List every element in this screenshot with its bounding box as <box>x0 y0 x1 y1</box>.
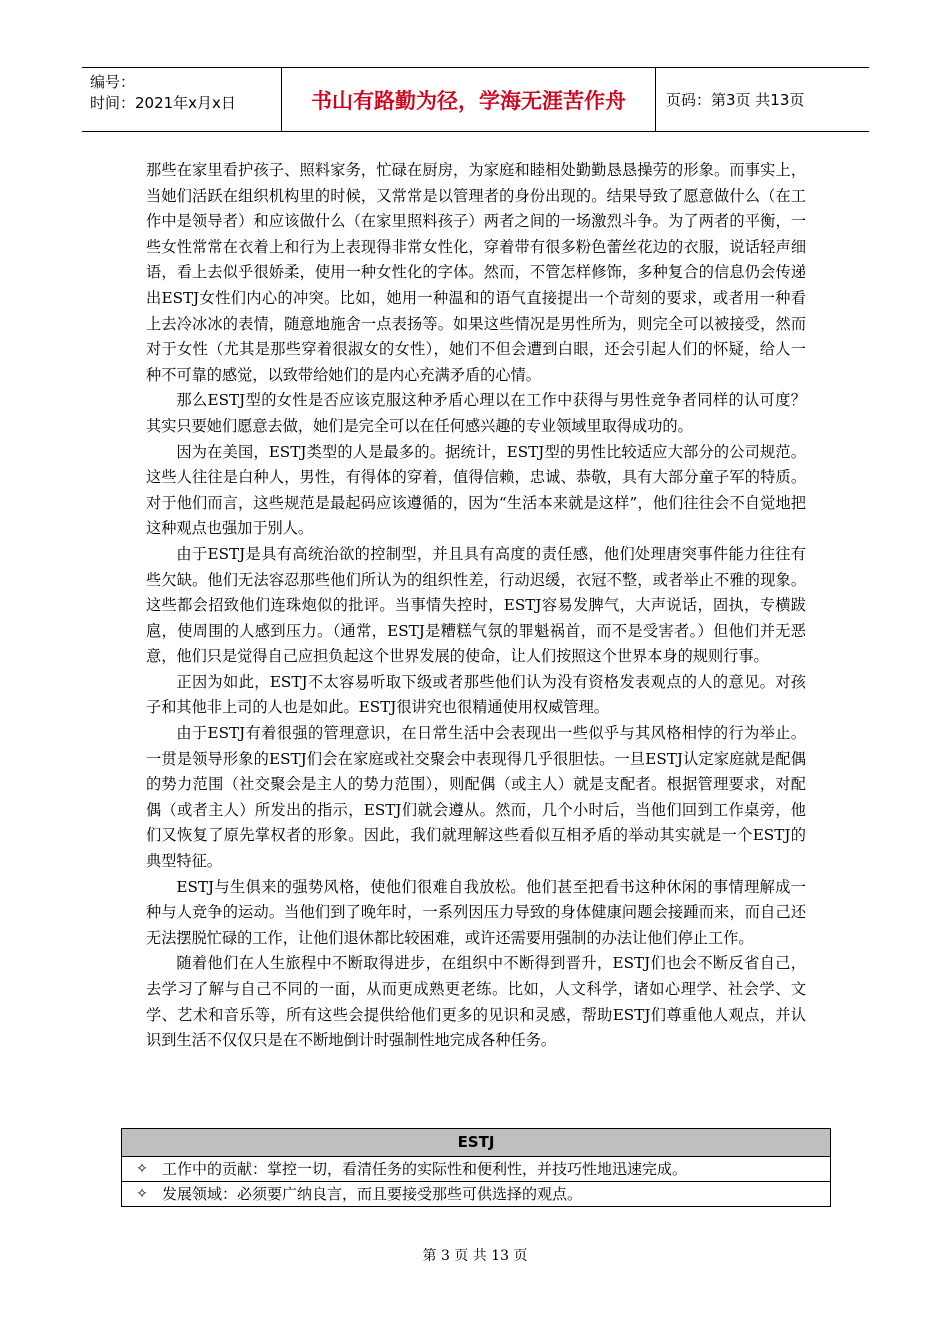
paragraph: 由于ESTJ是具有高统治欲的控制型，并且具有高度的责任感，他们处理唐突事件能力往往有些欠缺。他们无法容忍那些他们所认为的组织性差，行动迟缓，衣冠不整，或者举止不雅的现象。这些都会招致他们连珠炮似的批评。当事情失控时，ESTJ容易发脾气，大声说话，固执，专横跋扈，使周围的人感到压力。（通常，ESTJ是糟糕气氛的罪魁祸首，而不是受害者。）但他们并无恶意，他们只是觉得自己应担负起这个世界发展的使命，让人们按照这个世界本身的规则行事。 <box>146 544 806 666</box>
paragraph: 因为在美国，ESTJ类型的人是最多的。据统计，ESTJ型的男性比较适应大部分的公司规范。这些人往往是白种人，男性，有得体的穿着，值得信赖，忠诚、恭敬，具有大部分童子军的特质。对于他们而言，这些规范是最起码应该遵循的，因为“生活本来就是这样”，他们往往会不自觉地把这种观点也强加于别人。 <box>146 442 806 538</box>
summary-row-text: 工作中的贡献：掌控一切，看清任务的实际性和便利性，并技巧性地迅速完成。 <box>162 1160 688 1178</box>
page-header <box>82 67 869 132</box>
diamond-bullet-icon: ✧ <box>136 1161 148 1177</box>
paragraph: ESTJ与生俱来的强势风格，使他们很难自我放松。他们甚至把看书这种休闲的事情理解成一种与人竞争的运动。当他们到了晚年时，一系列因压力导致的身体健康问题会接踵而来，而自己还无法摆脱忙碌的工作，让他们退休都比较困难，或许还需要用强制的办法让他们停止工作。 <box>146 877 806 947</box>
document-number-label: 编号： <box>90 73 136 91</box>
summary-row <box>122 1157 830 1182</box>
summary-table-title: ESTJ <box>122 1129 830 1157</box>
body-text <box>146 158 806 1054</box>
document-date-label: 时间：2021年x月x日 <box>90 94 236 112</box>
paragraph: 正因为如此，ESTJ不太容易听取下级或者那些他们认为没有资格发表观点的人的意见。对孩子和其他非上司的人也是如此。ESTJ很讲究也很精通使用权威管理。 <box>146 672 806 717</box>
page-footer: 第 3 页 共 13 页 <box>422 1248 528 1264</box>
summary-row-text: 发展领域：必须要广纳良言，而且要接受那些可供选择的观点。 <box>162 1185 583 1203</box>
paragraph: 那么ESTJ型的女性是否应该克服这种矛盾心理以在工作中获得与男性竞争者同样的认可度？其实只要她们愿意去做，她们是完全可以在任何感兴趣的专业领域里取得成功的。 <box>146 391 806 435</box>
paragraph: 随着他们在人生旅程中不断取得进步，在组织中不断得到晋升，ESTJ们也会不断反省自己，去学习了解与自己不同的一面，从而更成熟更老练。比如，人文科学，诸如心理学、社会学、文学、艺术和音乐等，所有这些会提供给他们更多的见识和灵感，帮助ESTJ们尊重他人观点，并认识到生活不仅仅只是在不断地倒计时强制性地完成各种任务。 <box>146 954 806 1050</box>
header-page-number: 页码：第3页 共13页 <box>666 91 805 109</box>
paragraph: 那些在家里看护孩子、照料家务，忙碌在厨房，为家庭和睦相处勤勤恳恳操劳的形象。而事实上，当她们活跃在组织机构里的时候，又常常是以管理者的身份出现的。结果导致了愿意做什么（在工作中是领导者）和应该做什么（在家里照料孩子）两者之间的一场激烈斗争。为了两者的平衡，一些女性常常在衣着上和行为上表现得非常女性化，穿着带有很多粉色蕾丝花边的衣服，说话轻声细语，看上去似乎很娇柔，使用一种女性化的字体。然而，不管怎样修饰，多种复合的信息仍会传递出ESTJ女性们内心的冲突。比如，她用一种温和的语气直接提出一个苛刻的要求，或者用一种看上去冷冰冰的表情，随意地施舍一点表扬等。如果这些情况是男性所为，则完全可以被接受，然而对于女性（尤其是那些穿着很淑女的女性），她们不但会遭到白眼，还会引起人们的怀疑，给人一种不可靠的感觉，以致带给她们的是内心充满矛盾的心情。 <box>146 161 806 384</box>
header-meta <box>82 68 282 131</box>
summary-table <box>121 1128 831 1207</box>
diamond-bullet-icon: ✧ <box>136 1186 148 1202</box>
summary-row <box>122 1182 830 1206</box>
header-motto: 书山有路勤为径，学海无涯苦作舟 <box>282 68 656 131</box>
paragraph: 由于ESTJ有着很强的管理意识，在日常生活中会表现出一些似乎与其风格相悖的行为举止。一贯是领导形象的ESTJ们会在家庭或社交聚会中表现得几乎很胆怯。一旦ESTJ认定家庭就是配偶的势力范围（社交聚会是主人的势力范围），则配偶（或主人）就是支配者。根据管理要求，对配偶（或者主人）所发出的指示，ESTJ们就会遵从。然而，几个小时后，当他们回到工作桌旁，他们又恢复了原先掌权者的形象。因此，我们就理解这些看似互相矛盾的举动其实就是一个ESTJ的典型特征。 <box>146 724 806 871</box>
